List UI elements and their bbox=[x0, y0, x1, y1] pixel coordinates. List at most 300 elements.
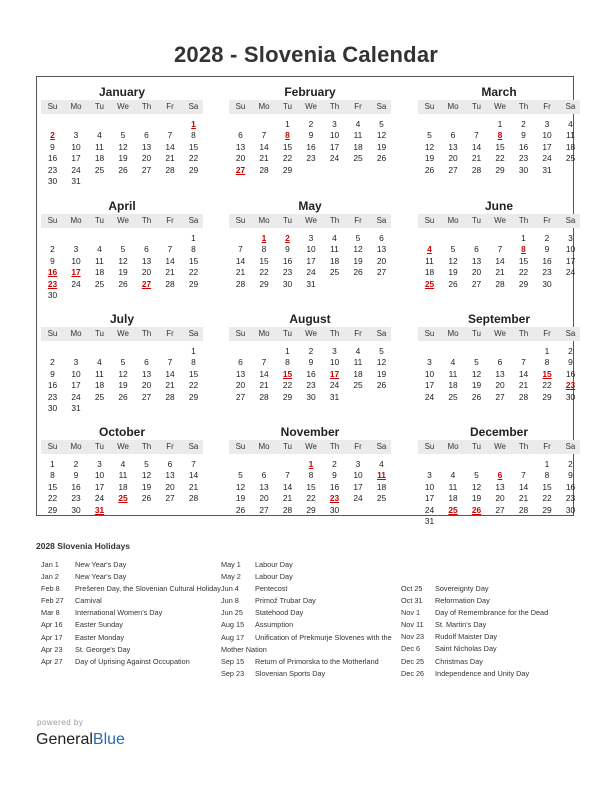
holiday-date: May 1 bbox=[221, 560, 241, 569]
day-cell: 26 bbox=[235, 504, 246, 515]
weekday-label: Fr bbox=[166, 329, 174, 338]
weekday-label: Tu bbox=[471, 442, 482, 451]
weekday-label: Fr bbox=[354, 442, 362, 451]
month-title: July bbox=[109, 312, 134, 326]
holiday-day-cell: 2 bbox=[50, 130, 55, 141]
day-cell: 14 bbox=[495, 255, 505, 266]
weekday-label: Th bbox=[518, 329, 529, 338]
day-cell: 20 bbox=[471, 267, 482, 278]
day-cell: 25 bbox=[94, 278, 105, 289]
holiday-item bbox=[401, 583, 581, 595]
weekday-label: Mo bbox=[258, 329, 270, 338]
weekday-label: Su bbox=[47, 442, 58, 451]
holiday-item bbox=[221, 619, 396, 631]
day-cell: 23 bbox=[518, 153, 529, 164]
holiday-day-cell: 8 bbox=[285, 130, 290, 141]
day-cell: 6 bbox=[379, 233, 384, 243]
day-cell: 5 bbox=[427, 130, 432, 141]
holiday-day-cell: 8 bbox=[521, 244, 526, 255]
generalblue-logo[interactable] bbox=[36, 731, 125, 749]
month-february bbox=[229, 77, 391, 189]
day-cell: 30 bbox=[329, 504, 340, 515]
day-cell: 15 bbox=[188, 255, 199, 266]
weekday-label: Sa bbox=[188, 216, 199, 225]
day-cell: 3 bbox=[332, 119, 337, 129]
day-cell: 11 bbox=[95, 141, 104, 152]
weekday-label: Mo bbox=[70, 329, 82, 338]
day-cell: 21 bbox=[165, 267, 175, 278]
holiday-date: Aug 17 bbox=[221, 632, 245, 642]
day-cell: 13 bbox=[495, 481, 505, 492]
weekday-label: We bbox=[305, 102, 317, 111]
day-cell: 23 bbox=[71, 493, 81, 504]
day-cell: 8 bbox=[261, 244, 267, 255]
day-cell: 8 bbox=[544, 470, 550, 481]
weekday-label: We bbox=[305, 329, 317, 338]
day-cell: 3 bbox=[308, 233, 314, 243]
day-cell: 12 bbox=[141, 470, 152, 481]
day-cell: 8 bbox=[191, 244, 196, 255]
holiday-list-column-3 bbox=[401, 583, 581, 680]
holiday-name: Primož Trubar Day bbox=[255, 596, 316, 606]
holiday-item bbox=[221, 595, 396, 607]
weekday-label: Tu bbox=[94, 216, 105, 225]
day-cell: 8 bbox=[308, 470, 314, 481]
day-cell: 5 bbox=[355, 233, 361, 243]
holiday-day-cell: 1 bbox=[261, 233, 267, 243]
day-cell: 21 bbox=[282, 493, 293, 504]
day-cell: 6 bbox=[497, 357, 503, 368]
calendar-grid bbox=[36, 76, 576, 526]
day-cell: 30 bbox=[71, 504, 81, 515]
holiday-date: Nov 23 bbox=[401, 632, 425, 642]
day-cell: 23 bbox=[282, 267, 293, 278]
holiday-name: Pentecost bbox=[255, 584, 288, 594]
day-cell: 16 bbox=[306, 368, 316, 379]
month-june bbox=[418, 191, 580, 303]
day-cell: 24 bbox=[94, 493, 105, 504]
day-cell: 11 bbox=[95, 255, 104, 266]
weekday-label: We bbox=[494, 216, 506, 225]
holiday-day-cell: 23 bbox=[329, 493, 340, 504]
day-cell: 2 bbox=[332, 459, 337, 469]
holiday-name: Day of Remembrance for the Dead bbox=[435, 608, 549, 618]
holiday-date: Jun 4 bbox=[221, 584, 239, 594]
month-october bbox=[41, 417, 203, 529]
day-cell: 22 bbox=[495, 153, 505, 164]
day-cell: 28 bbox=[165, 164, 175, 175]
day-cell: 3 bbox=[544, 119, 550, 129]
day-cell: 2 bbox=[50, 357, 55, 368]
month-january bbox=[41, 77, 203, 189]
day-cell: 22 bbox=[188, 380, 199, 391]
weekday-label: Tu bbox=[471, 216, 482, 225]
day-cell: 19 bbox=[376, 368, 387, 379]
day-cell: 13 bbox=[141, 368, 152, 379]
day-cell: 7 bbox=[191, 459, 196, 469]
weekday-label: Su bbox=[235, 102, 246, 111]
day-cell: 5 bbox=[144, 459, 149, 469]
day-cell: 23 bbox=[565, 493, 576, 504]
day-cell: 1 bbox=[50, 459, 55, 469]
day-cell: 13 bbox=[495, 368, 505, 379]
day-cell: 30 bbox=[282, 278, 293, 289]
holiday-day-cell: 17 bbox=[71, 267, 81, 278]
day-cell: 24 bbox=[542, 153, 552, 164]
weekday-header bbox=[418, 327, 580, 341]
weekday-label: Tu bbox=[282, 216, 293, 225]
day-cell: 4 bbox=[97, 357, 102, 368]
holiday-date: Apr 17 bbox=[41, 632, 63, 642]
holiday-day-cell: 15 bbox=[542, 368, 552, 379]
day-cell: 11 bbox=[118, 470, 128, 481]
day-cell: 12 bbox=[471, 481, 482, 492]
day-cell: 27 bbox=[259, 504, 269, 515]
holiday-item bbox=[221, 632, 396, 656]
holiday-name: Return of Primorska to the Motherland bbox=[255, 656, 379, 666]
holiday-name: Unification of Prekmurje Slovenes with the Mother Nation bbox=[221, 632, 392, 654]
day-cell: 13 bbox=[376, 244, 387, 255]
day-cell: 13 bbox=[141, 255, 152, 266]
day-cell: 31 bbox=[71, 176, 81, 186]
day-cell: 3 bbox=[427, 470, 432, 481]
day-cell: 26 bbox=[353, 267, 363, 278]
day-cell: 18 bbox=[448, 380, 458, 391]
day-cell: 31 bbox=[329, 391, 340, 402]
day-cell: 4 bbox=[355, 119, 361, 129]
weekday-header bbox=[41, 327, 203, 341]
month-title: October bbox=[98, 425, 145, 439]
day-cell: 14 bbox=[165, 141, 175, 152]
holiday-name: Independence and Unity Day bbox=[435, 668, 530, 678]
day-cell: 10 bbox=[542, 130, 552, 141]
day-cell: 11 bbox=[566, 130, 575, 141]
day-cell: 1 bbox=[191, 346, 196, 356]
holiday-day-cell: 25 bbox=[448, 504, 458, 515]
month-title: April bbox=[108, 199, 136, 213]
weekday-label: Th bbox=[518, 216, 529, 225]
weekday-label: Fr bbox=[166, 102, 174, 111]
day-cell: 2 bbox=[50, 244, 55, 255]
month-title: May bbox=[298, 199, 322, 213]
holiday-day-cell: 31 bbox=[94, 504, 105, 515]
weekday-label: Fr bbox=[354, 216, 362, 225]
day-cell: 5 bbox=[474, 470, 479, 481]
day-cell: 26 bbox=[118, 164, 128, 175]
day-cell: 3 bbox=[355, 459, 361, 469]
day-cell: 4 bbox=[97, 130, 102, 141]
day-cell: 27 bbox=[235, 391, 246, 402]
day-cell: 11 bbox=[330, 244, 339, 255]
day-cell: 7 bbox=[238, 244, 243, 255]
day-cell: 6 bbox=[167, 459, 173, 469]
day-cell: 1 bbox=[285, 346, 290, 356]
day-cell: 18 bbox=[118, 481, 128, 492]
weekday-label: Tu bbox=[282, 102, 293, 111]
day-cell: 5 bbox=[238, 470, 243, 481]
weekday-label: Su bbox=[235, 216, 246, 225]
day-cell: 9 bbox=[50, 141, 55, 152]
weekday-label: Su bbox=[424, 102, 435, 111]
day-cell: 19 bbox=[353, 255, 363, 266]
holiday-item bbox=[41, 595, 221, 607]
day-cell: 7 bbox=[521, 357, 526, 368]
day-cell: 20 bbox=[376, 255, 387, 266]
holiday-date: Jun 25 bbox=[221, 608, 243, 618]
day-cell: 15 bbox=[188, 141, 199, 152]
month-title: September bbox=[467, 312, 531, 326]
day-cell: 4 bbox=[120, 459, 126, 469]
weekday-label: Tu bbox=[282, 442, 293, 451]
day-cell: 7 bbox=[167, 244, 173, 255]
holiday-list-column-1 bbox=[41, 559, 221, 668]
holiday-item bbox=[401, 643, 581, 655]
weekday-label: Tu bbox=[94, 329, 105, 338]
day-cell: 21 bbox=[518, 493, 529, 504]
weekday-label: Su bbox=[47, 329, 58, 338]
day-cell: 26 bbox=[448, 278, 458, 289]
holiday-name: St. George's Day bbox=[75, 644, 131, 654]
holiday-date: Feb 27 bbox=[41, 596, 64, 606]
day-cell: 30 bbox=[47, 290, 58, 300]
holiday-date: Oct 25 bbox=[401, 584, 423, 593]
weekday-label: Fr bbox=[543, 216, 551, 225]
day-cell: 2 bbox=[308, 346, 314, 356]
weekday-label: Su bbox=[235, 329, 246, 338]
day-cell: 9 bbox=[308, 130, 314, 141]
weekday-label: Th bbox=[329, 216, 340, 225]
month-title: February bbox=[284, 85, 336, 99]
holiday-date: Sep 15 bbox=[221, 656, 245, 666]
day-cell: 27 bbox=[495, 504, 505, 515]
day-cell: 25 bbox=[94, 164, 105, 175]
day-cell: 19 bbox=[471, 380, 482, 391]
weekday-header bbox=[41, 440, 203, 454]
day-cell: 3 bbox=[97, 459, 102, 469]
day-cell: 11 bbox=[95, 368, 104, 379]
weekday-label: Sa bbox=[565, 102, 576, 111]
weekday-label: We bbox=[117, 216, 129, 225]
day-cell: 7 bbox=[474, 130, 479, 141]
weekday-label: We bbox=[117, 442, 129, 451]
weekday-label: We bbox=[305, 442, 317, 451]
day-cell: 1 bbox=[544, 459, 550, 469]
day-cell: 17 bbox=[424, 493, 435, 504]
weekday-label: Th bbox=[141, 102, 152, 111]
holiday-date: Apr 27 bbox=[41, 656, 63, 666]
day-cell: 14 bbox=[165, 255, 175, 266]
day-cell: 22 bbox=[518, 267, 529, 278]
day-cell: 9 bbox=[73, 470, 79, 481]
day-cell: 19 bbox=[118, 153, 128, 164]
day-cell: 29 bbox=[188, 164, 199, 175]
weekday-label: Mo bbox=[70, 216, 82, 225]
holiday-item bbox=[41, 632, 221, 644]
weekday-label: Th bbox=[141, 329, 152, 338]
weekday-label: Sa bbox=[376, 329, 387, 338]
day-cell: 3 bbox=[568, 233, 573, 243]
day-cell: 16 bbox=[518, 141, 529, 152]
weekday-label: Mo bbox=[70, 442, 82, 451]
day-cell: 23 bbox=[47, 391, 58, 402]
day-cell: 28 bbox=[165, 391, 175, 402]
day-cell: 18 bbox=[353, 141, 363, 152]
weekday-label: Fr bbox=[543, 329, 551, 338]
page-title: 2028 - Slovenia Calendar bbox=[173, 42, 439, 67]
day-cell: 8 bbox=[285, 357, 290, 368]
weekday-label: Sa bbox=[376, 442, 387, 451]
holiday-name: Prešeren Day, the Slovenian Cultural Holiday bbox=[75, 584, 221, 594]
holiday-item bbox=[41, 656, 221, 668]
holiday-name: Slovenian Sports Day bbox=[255, 668, 326, 678]
holiday-date: Nov 11 bbox=[401, 620, 424, 630]
day-cell: 28 bbox=[259, 391, 269, 402]
day-cell: 15 bbox=[542, 481, 552, 492]
day-cell: 29 bbox=[542, 504, 552, 515]
day-cell: 26 bbox=[376, 153, 387, 164]
day-cell: 19 bbox=[376, 141, 387, 152]
day-cell: 13 bbox=[235, 141, 246, 152]
day-cell: 12 bbox=[235, 481, 246, 492]
holiday-date: Jan 2 bbox=[41, 572, 59, 582]
day-cell: 2 bbox=[544, 233, 550, 243]
holiday-day-cell: 1 bbox=[191, 119, 196, 129]
day-cell: 20 bbox=[165, 481, 175, 492]
day-cell: 14 bbox=[235, 255, 246, 266]
holiday-item bbox=[401, 656, 581, 668]
holiday-day-cell: 26 bbox=[471, 504, 482, 515]
day-cell: 13 bbox=[165, 470, 175, 481]
holiday-day-cell: 16 bbox=[47, 267, 58, 278]
day-cell: 5 bbox=[120, 357, 126, 368]
month-march bbox=[418, 77, 580, 189]
day-cell: 3 bbox=[332, 346, 337, 356]
day-cell: 5 bbox=[379, 346, 384, 356]
month-august bbox=[229, 304, 391, 416]
day-cell: 29 bbox=[518, 278, 529, 289]
day-cell: 24 bbox=[71, 391, 81, 402]
powered-by-text: powered by bbox=[37, 718, 84, 727]
day-cell: 9 bbox=[285, 244, 290, 255]
day-cell: 29 bbox=[188, 278, 199, 289]
day-cell: 16 bbox=[565, 368, 576, 379]
weekday-label: Sa bbox=[565, 216, 576, 225]
weekday-header bbox=[41, 214, 203, 228]
day-cell: 26 bbox=[118, 391, 128, 402]
day-cell: 24 bbox=[329, 153, 340, 164]
day-cell: 28 bbox=[518, 391, 529, 402]
holiday-day-cell: 23 bbox=[565, 380, 576, 391]
weekday-header bbox=[229, 440, 391, 454]
day-cell: 14 bbox=[518, 368, 529, 379]
day-cell: 30 bbox=[518, 164, 529, 175]
day-cell: 28 bbox=[165, 278, 175, 289]
day-cell: 30 bbox=[47, 176, 58, 186]
holidays-heading: 2028 Slovenia Holidays bbox=[36, 541, 131, 551]
holiday-item bbox=[41, 571, 221, 583]
day-cell: 28 bbox=[282, 504, 293, 515]
weekday-label: Fr bbox=[166, 216, 174, 225]
day-cell: 15 bbox=[306, 481, 316, 492]
day-cell: 19 bbox=[118, 267, 128, 278]
logo-text-blue: Blue bbox=[92, 731, 125, 748]
day-cell: 12 bbox=[118, 255, 128, 266]
day-cell: 22 bbox=[188, 267, 199, 278]
day-cell: 10 bbox=[329, 130, 340, 141]
holiday-date: Jun 8 bbox=[221, 596, 239, 606]
day-cell: 14 bbox=[471, 141, 482, 152]
holiday-name: Day of Uprising Against Occupation bbox=[75, 656, 190, 666]
day-cell: 25 bbox=[376, 493, 387, 504]
day-cell: 20 bbox=[141, 153, 152, 164]
day-cell: 28 bbox=[259, 164, 269, 175]
day-cell: 7 bbox=[521, 470, 526, 481]
holiday-item bbox=[41, 583, 221, 595]
holiday-date: Nov 1 bbox=[401, 608, 421, 618]
day-cell: 3 bbox=[73, 130, 79, 141]
day-cell: 21 bbox=[495, 267, 505, 278]
day-cell: 9 bbox=[544, 244, 550, 255]
day-cell: 29 bbox=[282, 164, 293, 175]
day-cell: 24 bbox=[71, 164, 81, 175]
holiday-day-cell: 23 bbox=[47, 278, 58, 289]
holiday-item bbox=[401, 619, 581, 631]
day-cell: 28 bbox=[235, 278, 246, 289]
day-cell: 18 bbox=[448, 493, 458, 504]
day-cell: 9 bbox=[50, 255, 55, 266]
day-cell: 1 bbox=[191, 233, 196, 243]
day-cell: 4 bbox=[450, 470, 456, 481]
day-cell: 17 bbox=[542, 141, 552, 152]
day-cell: 11 bbox=[448, 481, 458, 492]
day-cell: 5 bbox=[379, 119, 384, 129]
day-cell: 20 bbox=[495, 493, 505, 504]
day-cell: 23 bbox=[542, 267, 552, 278]
weekday-label: Th bbox=[329, 329, 340, 338]
weekday-header bbox=[229, 214, 391, 228]
day-cell: 4 bbox=[379, 459, 384, 469]
day-cell: 11 bbox=[353, 130, 363, 141]
day-cell: 7 bbox=[167, 357, 173, 368]
holiday-item bbox=[41, 559, 221, 571]
holiday-name: International Women's Day bbox=[75, 608, 163, 618]
weekday-label: Mo bbox=[447, 216, 459, 225]
day-cell: 19 bbox=[118, 380, 128, 391]
weekday-label: Th bbox=[518, 102, 529, 111]
day-cell: 19 bbox=[235, 493, 246, 504]
day-cell: 10 bbox=[424, 481, 435, 492]
day-cell: 3 bbox=[427, 357, 432, 368]
day-cell: 15 bbox=[518, 255, 529, 266]
day-cell: 14 bbox=[282, 481, 293, 492]
weekday-label: Fr bbox=[354, 102, 362, 111]
day-cell: 2 bbox=[73, 459, 79, 469]
holiday-day-cell: 1 bbox=[308, 459, 314, 469]
day-cell: 10 bbox=[353, 470, 363, 481]
holiday-name: New Year's Day bbox=[75, 560, 127, 569]
day-cell: 16 bbox=[542, 255, 552, 266]
day-cell: 28 bbox=[518, 504, 529, 515]
day-cell: 5 bbox=[474, 357, 479, 368]
day-cell: 14 bbox=[259, 141, 269, 152]
holiday-day-cell: 25 bbox=[118, 493, 128, 504]
day-cell: 10 bbox=[94, 470, 105, 481]
day-cell: 15 bbox=[188, 368, 199, 379]
weekday-label: Th bbox=[329, 102, 340, 111]
day-cell: 21 bbox=[259, 153, 269, 164]
day-cell: 10 bbox=[71, 368, 81, 379]
weekday-label: We bbox=[117, 329, 129, 338]
